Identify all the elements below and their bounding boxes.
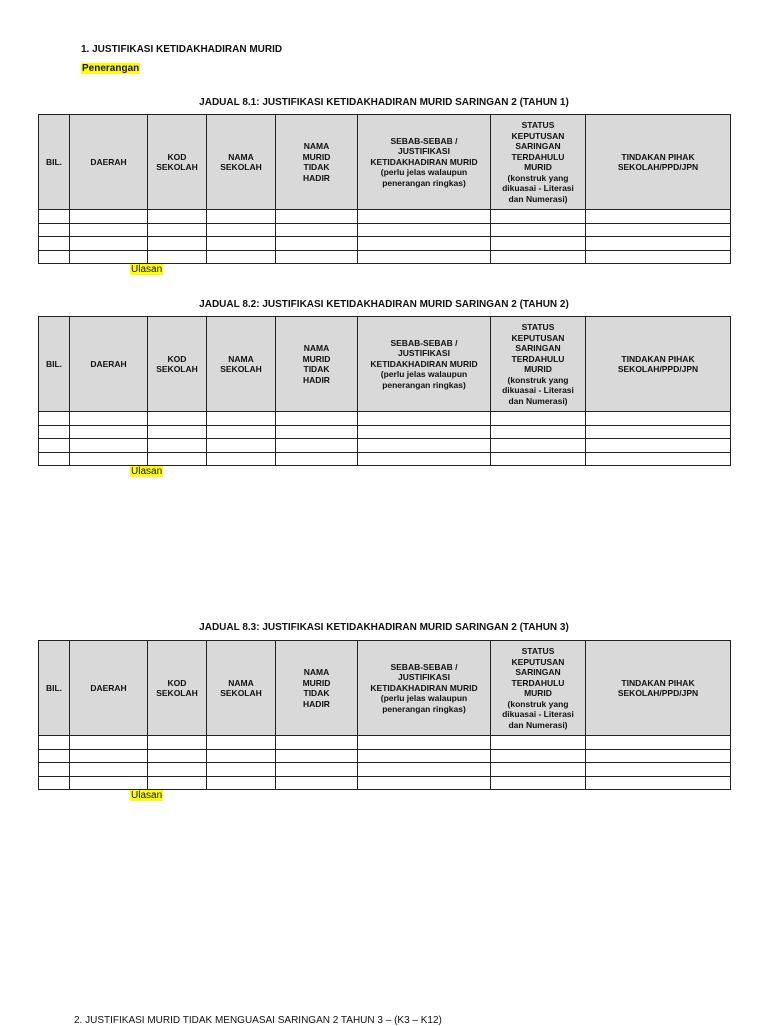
col-bil-cell[interactable] [39,776,70,790]
col-nama-murid-cell[interactable] [276,237,358,251]
col-kod-sekolah-label: KOD SEKOLAH [156,353,198,374]
col-status-cell[interactable] [491,237,586,251]
col-sebab-label: SEBAB-SEBAB / JUSTIFIKASI KETIDAKHADIRAN MURID [370,661,478,693]
col-daerah-cell[interactable] [70,250,148,264]
penerangan-note: Penerangan [82,63,140,74]
col-nama-sekolah-cell[interactable] [207,439,276,453]
table-row [39,749,731,763]
col-bil-cell[interactable] [39,237,70,251]
section-2-heading: 2. JUSTIFIKASI MURID TIDAK MENGUASAI SARINGAN 2 TAHUN 3 – (K3 – K12) [74,1015,442,1026]
col-bil-label: BIL. [45,156,63,167]
col-daerah-label: DAERAH [90,358,127,369]
ulasan-label: Ulasan [131,790,163,801]
col-status-header [491,317,586,412]
table-header-row [39,115,731,210]
col-bil-header [39,641,70,736]
col-tindakan-header [586,115,731,210]
col-sebab-cell[interactable] [358,250,491,264]
col-status-cell[interactable] [491,425,586,439]
col-nama-murid-cell[interactable] [276,210,358,224]
col-nama-murid-cell[interactable] [276,763,358,777]
col-tindakan-cell[interactable] [586,210,731,224]
col-nama-sekolah-cell[interactable] [207,237,276,251]
table-row [39,736,731,750]
col-sebab-cell[interactable] [358,736,491,750]
col-daerah-header [70,317,148,412]
col-tindakan-label: TINDAKAN PIHAK SEKOLAH/PPD/JPN [617,353,699,374]
col-bil-label: BIL. [45,358,63,369]
ulasan-label: Ulasan [131,264,163,275]
col-tindakan-header [586,641,731,736]
col-tindakan-cell[interactable] [586,223,731,237]
table-row [39,452,731,466]
col-sebab-label: SEBAB-SEBAB / JUSTIFIKASI KETIDAKHADIRAN MURID [370,135,478,167]
col-nama-sekolah-label: NAMA SEKOLAH [220,353,262,374]
col-daerah-cell[interactable] [70,736,148,750]
col-bil-cell[interactable] [39,763,70,777]
col-nama-sekolah-cell[interactable] [207,250,276,264]
col-tindakan-cell[interactable] [586,749,731,763]
col-status-label: STATUS KEPUTUSAN SARINGAN TERDAHULU MURID [511,646,565,698]
col-status-cell[interactable] [491,452,586,466]
col-kod-sekolah-cell[interactable] [148,412,207,426]
col-nama-murid-header [276,115,358,210]
col-tindakan-cell[interactable] [586,776,731,790]
col-sebab-note: (perlu jelas walaupun penerangan ringkas) [380,693,468,714]
col-kod-sekolah-cell[interactable] [148,223,207,237]
col-sebab-header [358,641,491,736]
col-status-cell[interactable] [491,776,586,790]
col-kod-sekolah-cell[interactable] [148,425,207,439]
col-daerah-label: DAERAH [90,156,127,167]
col-kod-sekolah-cell[interactable] [148,776,207,790]
col-tindakan-cell[interactable] [586,763,731,777]
col-status-cell[interactable] [491,412,586,426]
col-sebab-cell[interactable] [358,425,491,439]
col-bil-cell[interactable] [39,210,70,224]
col-sebab-cell[interactable] [358,452,491,466]
col-daerah-cell[interactable] [70,412,148,426]
col-daerah-cell[interactable] [70,237,148,251]
col-status-note: (konstruk yang dikuasai - Literasi dan Numerasi) [502,374,574,406]
col-daerah-cell[interactable] [70,210,148,224]
col-nama-sekolah-cell[interactable] [207,425,276,439]
col-tindakan-header [586,317,731,412]
col-status-cell[interactable] [491,439,586,453]
col-status-cell[interactable] [491,749,586,763]
col-nama-sekolah-cell[interactable] [207,763,276,777]
col-kod-sekolah-cell[interactable] [148,250,207,264]
col-sebab-label: SEBAB-SEBAB / JUSTIFIKASI KETIDAKHADIRAN MURID [370,337,478,369]
col-daerah-cell[interactable] [70,439,148,453]
col-nama-sekolah-cell[interactable] [207,223,276,237]
col-daerah-header [70,115,148,210]
col-nama-sekolah-cell[interactable] [207,412,276,426]
col-nama-murid-label: NAMA MURID TIDAK HADIR [302,343,331,385]
col-kod-sekolah-header [148,115,207,210]
col-status-cell[interactable] [491,250,586,264]
col-bil-cell[interactable] [39,412,70,426]
col-nama-sekolah-cell[interactable] [207,736,276,750]
col-sebab-cell[interactable] [358,763,491,777]
col-bil-cell[interactable] [39,452,70,466]
col-tindakan-label: TINDAKAN PIHAK SEKOLAH/PPD/JPN [617,151,699,172]
col-nama-sekolah-header [207,641,276,736]
col-kod-sekolah-label: KOD SEKOLAH [156,677,198,698]
col-nama-sekolah-label: NAMA SEKOLAH [220,151,262,172]
col-nama-sekolah-label: NAMA SEKOLAH [220,677,262,698]
table-row [39,763,731,777]
col-status-cell[interactable] [491,210,586,224]
col-bil-cell[interactable] [39,736,70,750]
table-title: JADUAL 8.1: JUSTIFIKASI KETIDAKHADIRAN MURID SARINGAN 2 (TAHUN 1) [199,97,569,108]
col-nama-murid-header [276,641,358,736]
table-row [39,237,731,251]
table-row [39,210,731,224]
col-daerah-cell[interactable] [70,452,148,466]
col-nama-murid-cell[interactable] [276,412,358,426]
col-kod-sekolah-cell[interactable] [148,452,207,466]
col-bil-header [39,317,70,412]
col-nama-murid-label: NAMA MURID TIDAK HADIR [302,141,331,183]
col-sebab-header [358,115,491,210]
col-daerah-cell[interactable] [70,763,148,777]
ulasan-label: Ulasan [131,466,163,477]
col-bil-cell[interactable] [39,250,70,264]
col-nama-sekolah-cell[interactable] [207,452,276,466]
col-status-note: (konstruk yang dikuasai - Literasi dan Numerasi) [502,172,574,204]
col-nama-sekolah-cell[interactable] [207,749,276,763]
col-kod-sekolah-cell[interactable] [148,439,207,453]
justification-table [38,640,731,790]
col-tindakan-cell[interactable] [586,439,731,453]
col-nama-murid-cell[interactable] [276,250,358,264]
col-tindakan-label: TINDAKAN PIHAK SEKOLAH/PPD/JPN [617,677,699,698]
col-kod-sekolah-cell[interactable] [148,210,207,224]
col-nama-murid-cell[interactable] [276,425,358,439]
col-bil-cell[interactable] [39,749,70,763]
col-sebab-cell[interactable] [358,776,491,790]
col-nama-sekolah-cell[interactable] [207,210,276,224]
col-nama-murid-cell[interactable] [276,749,358,763]
table-row [39,223,731,237]
justification-table [38,316,731,466]
col-bil-cell[interactable] [39,223,70,237]
col-nama-murid-cell[interactable] [276,439,358,453]
col-daerah-cell[interactable] [70,776,148,790]
col-status-label: STATUS KEPUTUSAN SARINGAN TERDAHULU MURID [511,322,565,374]
table-row [39,776,731,790]
col-tindakan-cell[interactable] [586,736,731,750]
col-nama-murid-cell[interactable] [276,776,358,790]
table-row [39,439,731,453]
col-daerah-header [70,641,148,736]
table-title: JADUAL 8.2: JUSTIFIKASI KETIDAKHADIRAN MURID SARINGAN 2 (TAHUN 2) [199,299,569,310]
col-sebab-cell[interactable] [358,412,491,426]
col-kod-sekolah-header [148,641,207,736]
col-bil-cell[interactable] [39,425,70,439]
justification-table [38,114,731,264]
table-header-row [39,641,731,736]
table-row [39,425,731,439]
table-title: JADUAL 8.3: JUSTIFIKASI KETIDAKHADIRAN MURID SARINGAN 2 (TAHUN 3) [199,622,569,633]
table-row [39,412,731,426]
table-row [39,250,731,264]
col-nama-sekolah-header [207,317,276,412]
col-status-cell[interactable] [491,736,586,750]
col-nama-sekolah-cell[interactable] [207,776,276,790]
col-kod-sekolah-header [148,317,207,412]
col-nama-murid-header [276,317,358,412]
col-daerah-cell[interactable] [70,425,148,439]
col-sebab-header [358,317,491,412]
col-kod-sekolah-cell[interactable] [148,749,207,763]
col-nama-murid-cell[interactable] [276,736,358,750]
col-sebab-cell[interactable] [358,237,491,251]
col-nama-murid-cell[interactable] [276,452,358,466]
col-tindakan-cell[interactable] [586,250,731,264]
col-tindakan-cell[interactable] [586,412,731,426]
col-status-cell[interactable] [491,763,586,777]
col-daerah-cell[interactable] [70,223,148,237]
table-header-row [39,317,731,412]
col-status-cell[interactable] [491,223,586,237]
col-sebab-note: (perlu jelas walaupun penerangan ringkas) [380,369,468,390]
col-kod-sekolah-label: KOD SEKOLAH [156,151,198,172]
col-sebab-cell[interactable] [358,210,491,224]
col-sebab-cell[interactable] [358,749,491,763]
col-bil-label: BIL. [45,682,63,693]
col-sebab-note: (perlu jelas walaupun penerangan ringkas) [380,167,468,188]
col-nama-sekolah-header [207,115,276,210]
col-bil-header [39,115,70,210]
col-tindakan-cell[interactable] [586,237,731,251]
col-daerah-label: DAERAH [90,682,127,693]
col-tindakan-cell[interactable] [586,452,731,466]
col-status-note: (konstruk yang dikuasai - Literasi dan Numerasi) [502,698,574,730]
col-kod-sekolah-cell[interactable] [148,736,207,750]
col-tindakan-cell[interactable] [586,425,731,439]
col-kod-sekolah-cell[interactable] [148,763,207,777]
col-status-label: STATUS KEPUTUSAN SARINGAN TERDAHULU MURID [511,120,565,172]
col-sebab-cell[interactable] [358,439,491,453]
col-daerah-cell[interactable] [70,749,148,763]
col-status-header [491,115,586,210]
section-1-heading: 1. JUSTIFIKASI KETIDAKHADIRAN MURID [81,44,283,55]
col-bil-cell[interactable] [39,439,70,453]
col-kod-sekolah-cell[interactable] [148,237,207,251]
col-sebab-cell[interactable] [358,223,491,237]
col-nama-murid-label: NAMA MURID TIDAK HADIR [302,667,331,709]
col-status-header [491,641,586,736]
col-nama-murid-cell[interactable] [276,223,358,237]
